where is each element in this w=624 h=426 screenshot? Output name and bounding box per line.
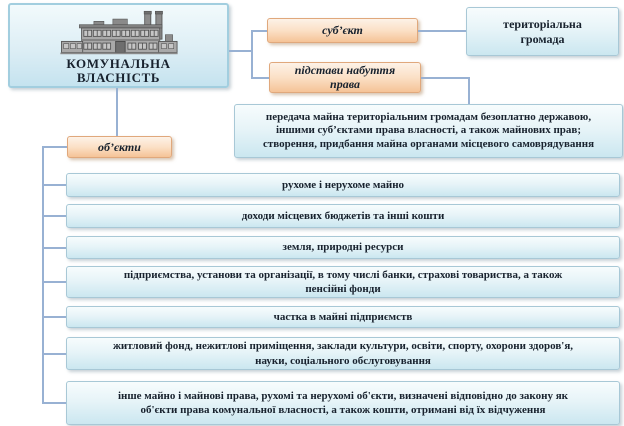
connector-line — [229, 50, 252, 52]
object-item-text: підприємства, установи та організації, в тому числі банки, страхові товариства, а також пенсійні фонди — [123, 268, 563, 295]
object-item-text: частка в майні підприємств — [273, 310, 413, 323]
objects-label-box — [67, 136, 172, 158]
object-item-text: інше майно і майнові права, рухомі та нерухомі об'єкти, визначені відповідно до закону як об'єкти права комунальної власності, а також кошти, отримані від їх відчуження — [117, 389, 568, 416]
territorial-community-text: територіальна громада — [503, 16, 582, 46]
objects-label: об’єкти — [98, 139, 141, 154]
object-item-box — [66, 381, 620, 425]
connector-line — [42, 215, 66, 217]
object-item-box — [66, 337, 620, 370]
connector-line — [42, 281, 66, 283]
grounds-description-box — [234, 104, 623, 158]
object-item-text: житловий фонд, нежитлові приміщення, заклади культури, освіти, спорту, охорони здоров'я, науки, соціального обслуговування — [112, 340, 574, 367]
connector-line — [42, 247, 66, 249]
grounds-description-text: передача майна територіальним громадам безоплатно державою, іншими суб’єктами права власності, а також майнових прав; створення, придбання майна органами місцевого самоврядування — [262, 110, 595, 150]
diagram-title: КОМУНАЛЬНА ВЛАСНІСТЬ — [66, 55, 171, 86]
object-item-box — [66, 204, 620, 228]
connector-line — [42, 353, 66, 355]
connector-line — [421, 77, 470, 79]
connector-line — [251, 30, 267, 32]
connector-line — [42, 316, 66, 318]
connector-trunk-line — [42, 146, 44, 404]
connector-line — [251, 77, 269, 79]
subject-label: суб’єкт — [322, 23, 363, 37]
object-item-box — [66, 236, 620, 259]
root-box-communal-property — [8, 3, 229, 88]
connector-line — [251, 30, 253, 79]
grounds-label: підстави набуття права — [294, 62, 396, 91]
connector-line — [418, 30, 466, 32]
factory-icon — [21, 9, 217, 56]
subject-label-box — [267, 18, 418, 43]
object-item-box — [66, 173, 620, 197]
object-item-box — [66, 306, 620, 328]
object-item-text: рухоме і нерухоме майно — [281, 178, 405, 191]
connector-line — [42, 146, 67, 148]
connector-line — [468, 77, 470, 104]
grounds-label-box — [269, 62, 421, 93]
connector-line — [116, 88, 118, 136]
object-item-text: доходи місцевих бюджетів та інші кошти — [241, 209, 445, 222]
object-item-box — [66, 266, 620, 298]
object-item-text: земля, природні ресурси — [282, 241, 404, 254]
connector-line — [42, 184, 66, 186]
territorial-community-box — [466, 7, 619, 56]
connector-line — [42, 402, 66, 404]
